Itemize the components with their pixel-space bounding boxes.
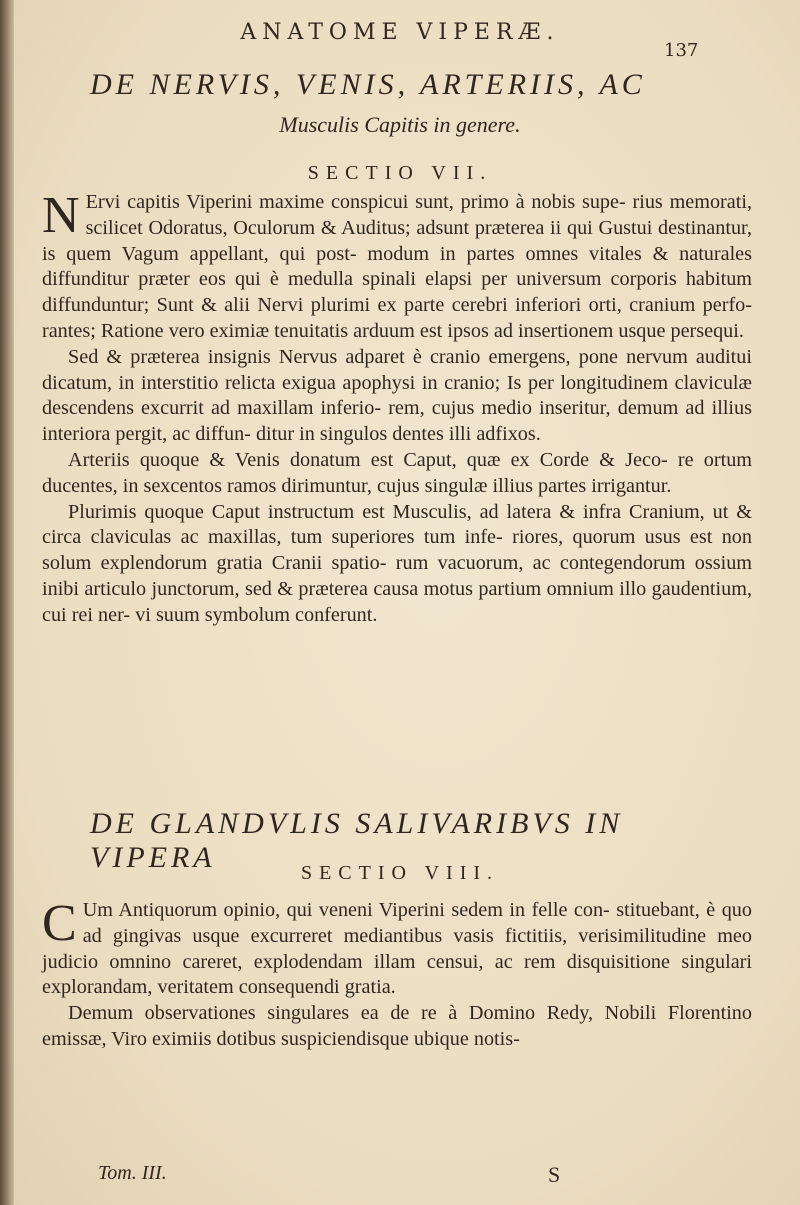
- paragraph: [42, 895, 752, 1001]
- section-7-body: [42, 187, 752, 629]
- signature-mark: S: [548, 1162, 561, 1187]
- paragraph: Arteriis quoque & Venis donatum est Caput, quæ ex Corde & Jeco- re ortum ducentes, in sexcentos ramos dirimuntur, cujus singulæ illius partes irrigantur.: [42, 448, 752, 497]
- paragraph-text: Um Antiquorum opinio, qui veneni Viperini sedem in felle con- stituebant, è quo ad gingivas usque excurreret mediantibus vasis fictitiis, verisimilitudine meo judicio omnino careret, explodendam illam censui, ac rem disquisitione singulari explorandam, veritatem consequendi gratia.: [42, 899, 752, 999]
- paragraph: Demum observationes singulares ea de re à Domino Redy, Nobili Florentino emissæ, Viro eximiis dotibus suspiciendisque ubique notis-: [42, 1002, 752, 1050]
- section-7-label: SECTIO VII.: [307, 162, 493, 184]
- section-8-label: SECTIO VIII.: [300, 862, 500, 884]
- section-7-subtitle: Musculis Capitis in genere.: [279, 112, 521, 137]
- drop-capital: C: [42, 895, 77, 952]
- page-number: 137: [664, 40, 699, 61]
- section-8-title: DE GLANDVLIS SALIVARIBVS IN VIPERA: [90, 807, 624, 874]
- running-head: ANATOME VIPERÆ.: [240, 20, 560, 45]
- drop-capital: N: [42, 187, 80, 244]
- section-8-body: [42, 895, 752, 1053]
- paragraph: [42, 187, 752, 345]
- paragraph-text: Ervi capitis Viperini maxime conspicui sunt, primo à nobis supe- rius memorati, scilicet Odoratus, Oculorum & Auditus; adsunt præterea ii qui Gustui destinantur, is quem Vagum appellant, qui post- modum in partes omnes vitales & naturales diffunditur præter eos qui è medulla spinali elapsi per universum corporis habitum diffunduntur; Sunt & alii Nervi plurimi ex parte cerebri inferiori orti, cranium perfo- rantes; Ratione vero eximiæ tenuitatis arduum est ipsos ad insertionem usque persequi.: [42, 191, 752, 342]
- paragraph: Sed & præterea insignis Nervus adparet è cranio emergens, pone nervum auditui dicatum, in interstitio relicta exigua apophysi in cranio; Is per longitudinem claviculæ descendens excurrit ad maxillam inferio- rem, cujus medio inseritur, demum ad illius interiora pergit, ac diffun- ditur in singulos dentes illi adfixos.: [42, 345, 752, 446]
- section-7-title: DE NERVIS, VENIS, ARTERIIS, AC: [90, 68, 646, 101]
- volume-catchword: Tom. III.: [98, 1162, 167, 1184]
- paragraph: Plurimis quoque Caput instructum est Musculis, ad latera & infra Cranium, ut & circa claviculas ac maxillas, tum superiores tum infe- riores, quorum usus est non solum explendorum gratia Cranii spatio- rum vacuorum, ac contegendorum ossium inibi articulo junctorum, sed & præterea causa motus partium omnium illo gaudentium, cui rei ner- vi suum symbolum conferunt.: [42, 500, 752, 626]
